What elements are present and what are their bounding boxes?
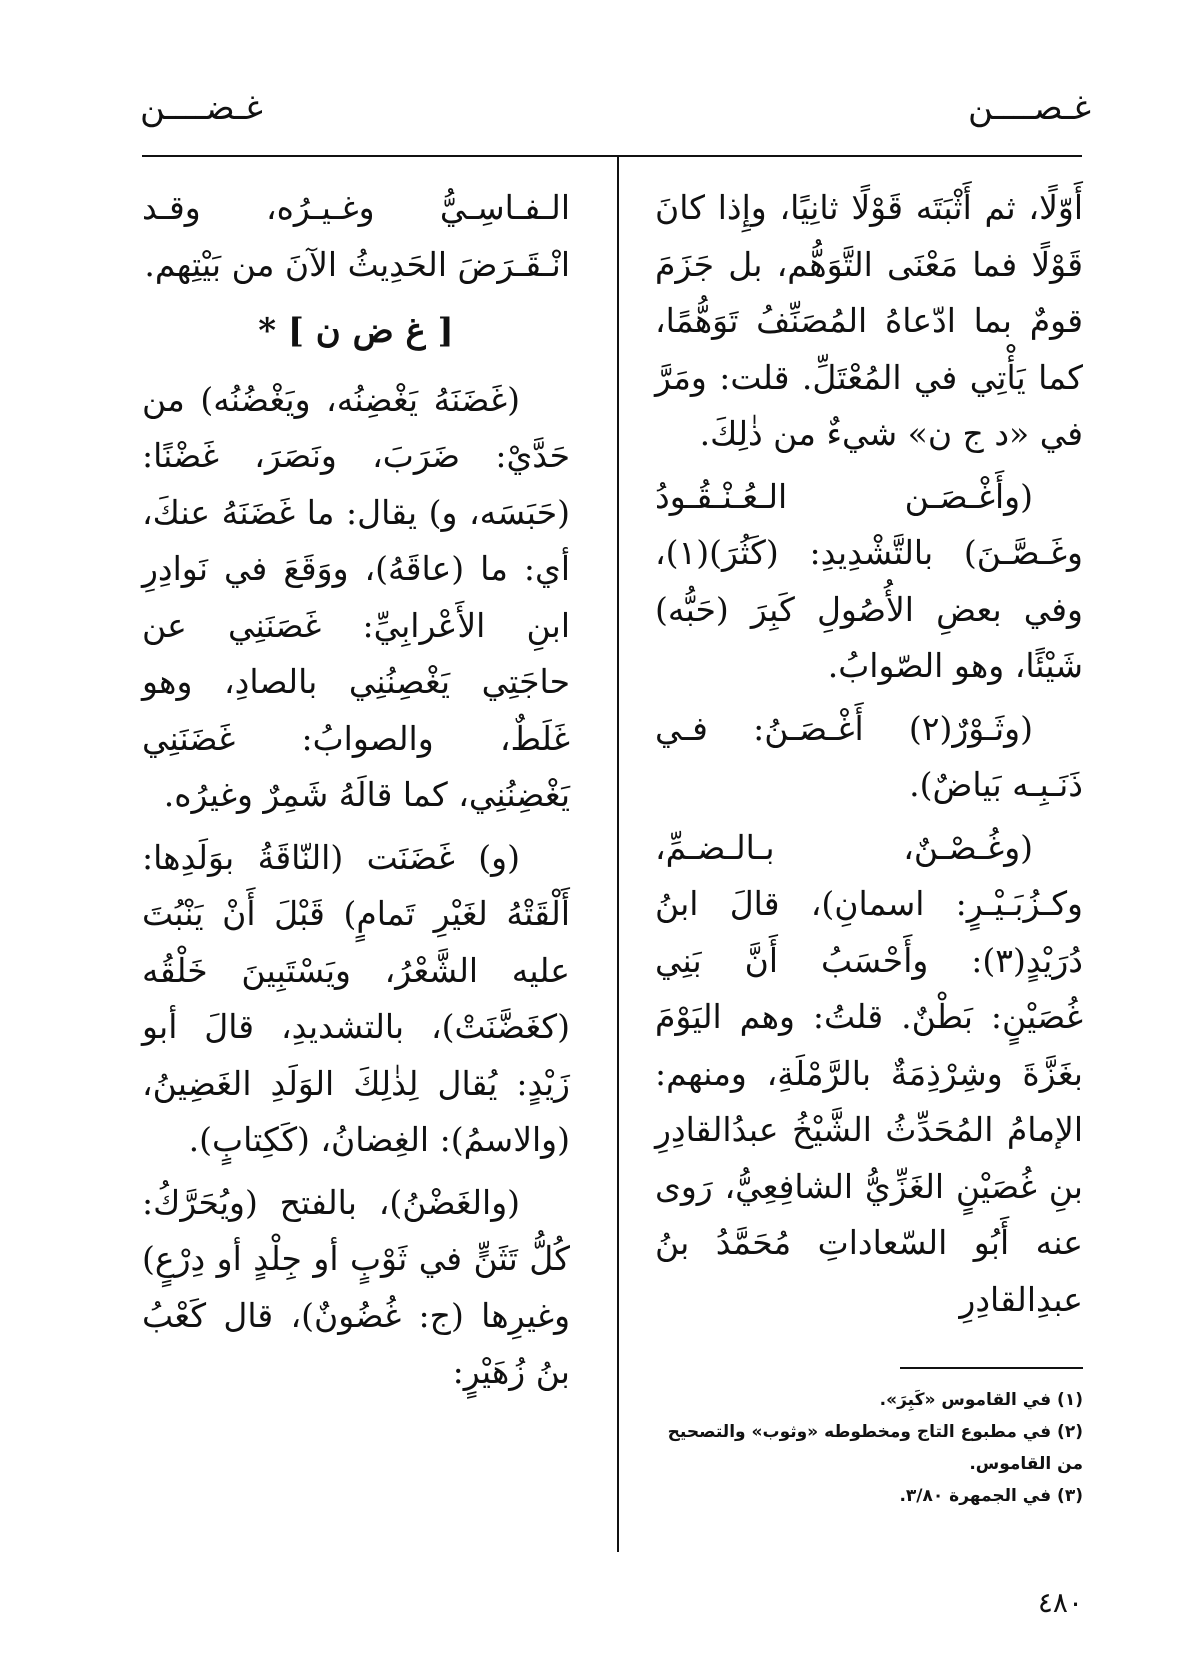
right-paragraph-2: (وأَغْـصَـن الـعُـنْـقُـودُ وغَـصَّـنَ) بالتَّشْدِيدِ: (كَثُرَ)(١)، وفي بعضِ الأُصُولِ كَبِرَ (حَبُّه) شَيْئًا، وهو الصّوابُ. xyxy=(655,476,1083,685)
right-column xyxy=(655,180,1083,1328)
right-paragraph-3: (وثَـوْرٌ(٢) أَغْـصَـنُ: فـي ذَنَـبِـه بَياضٌ). xyxy=(655,708,1083,804)
footnote-3: (٣) في الجمهرة ٣/٨٠. xyxy=(899,1486,1083,1506)
left-paragraph-3: (والغَضْنُ)، بالفتح (ويُحَرَّكُ: كُلُّ تَثَنٍّ في ثَوْبٍ أو جِلْدٍ أو دِرْعٍ) وغيرِها (ج: غُضُونٌ)، قال كَعْبُ بنُ زُهَيْرٍ: xyxy=(142,1182,570,1391)
right-paragraph-4: (وغُـصْـنٌ، بـالـضـمِّ، وكـزُبَـيْـرٍ: اسمانِ)، قالَ ابنُ دُرَيْدٍ(٣): وأَحْسَبُ أَنَّ بَنِي غُصَيْنٍ: بَطْنٌ. قلتُ: وهم اليَوْمَ بغَزَّةَ وشِرْذِمَةٌ بالرَّمْلَةِ، ومنهم: الإمامُ المُحَدِّثُ الشَّيْخُ عبدُالقادِرِ بنِ غُصَيْنٍ الغَزِّيُّ الشافِعِيُّ، رَوى عنه أَبُو السّعاداتِ مُحَمَّدُ بنُ عبدِالقادِرِ xyxy=(655,827,1083,1319)
footnotes xyxy=(640,1384,1083,1512)
running-header-left: غـضــــن xyxy=(140,88,263,128)
left-intro: الـفـاسِـيُّ وغـيـرُه، وقـد انْـقَـرَضَ الحَدِيثُ الآنَ من بَيْتِهم. xyxy=(142,188,570,284)
entry-heading: [ غ ض ن ] * xyxy=(258,311,454,351)
footnote-2: (٢) في مطبوع التاج ومخطوطه «وثوب» والتصحيح من القاموس. xyxy=(667,1422,1083,1474)
header-rule xyxy=(142,155,1082,157)
running-header-right: غـصــــن xyxy=(968,88,1091,128)
left-paragraph-1: (غَضَنَهُ يَغْضِنُه، ويَغْضُنُه) من حَدَّيْ: ضَرَبَ، ونَصَرَ، غَضْنًا: (حَبَسَه، و) يقال: ما غَضَنَهُ عنكَ، أي: ما (عاقَهُ)، ووَقَعَ في نَوادِرِ ابنِ الأَعْرابِيِّ: غَصَنَنِي عن حاجَتِي يَغْصِنُنِي بالصادِ، وهو غَلَطٌ، والصوابُ: غَضَنَنِي يَغْضِنُنِي، كما قالَهُ شَمِرٌ وغيرُه. xyxy=(142,379,570,814)
left-column xyxy=(142,180,570,1401)
footnote-1: (١) في القاموس «كَبِرَ». xyxy=(879,1390,1083,1410)
left-paragraph-2: (و) غَضَنَت (النّاقَةُ بوَلَدِها: أَلْقَتْهُ لغَيْرِ تَمامٍ) قَبْلَ أَنْ يَنْبُتَ عليه الشَّعْرُ، ويَسْتَبِينَ خَلْقُه (كغَضَّنَتْ)، بالتشديدِ، قالَ أبو زَيْدٍ: يُقال لِذٰلِكَ الوَلَدِ الغَضِينُ، (والاسمُ): الغِضانُ، (كَكِتابٍ). xyxy=(142,837,570,1159)
page-number: ٤٨٠ xyxy=(1037,1586,1083,1619)
column-divider xyxy=(617,157,619,1552)
right-paragraph-1: أَوّلًا، ثم أَثْبَتَه قَوْلًا ثانِيًا، وإِذا كانَ قَوْلًا فما مَعْنَى التَّوَهُّم، بل جَزَمَ قومٌ بما ادّعاهُ المُصَنِّفُ تَوَهُّمًا، كما يَأْتِي في المُعْتَلِّ. قلت: ومَرَّ في «د ج ن» شيءٌ من ذٰلِكَ. xyxy=(655,188,1083,453)
footnote-rule xyxy=(900,1367,1083,1369)
